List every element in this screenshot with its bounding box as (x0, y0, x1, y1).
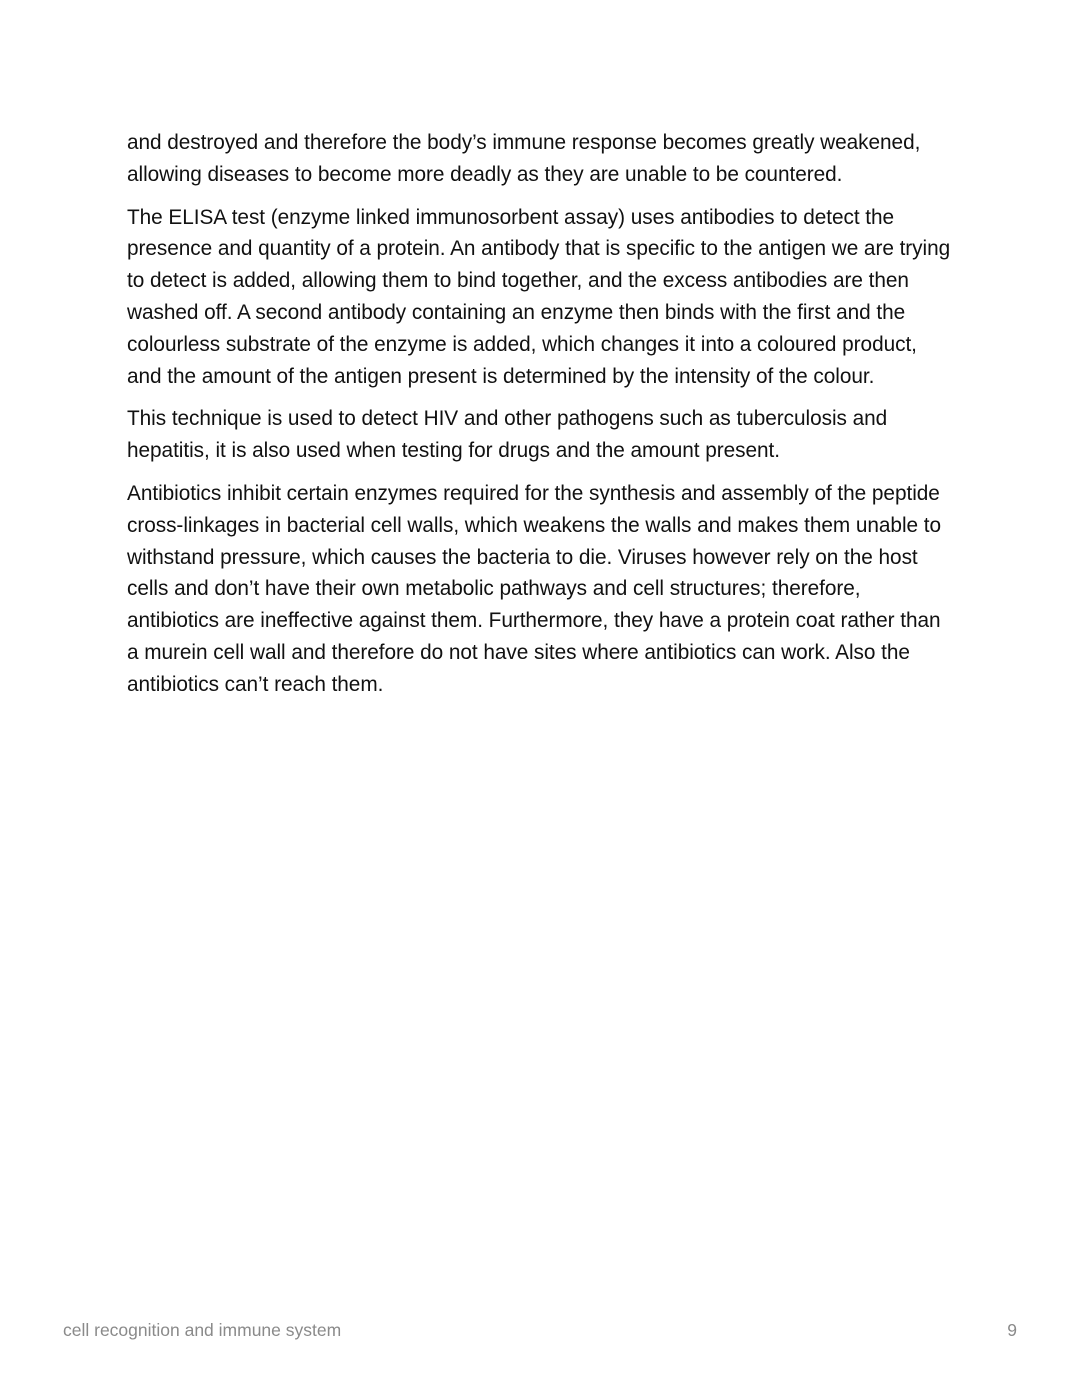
paragraph: and destroyed and therefore the body’s immune response becomes greatly weakened, allowing diseases to become more deadly as they are unable to be countered. (127, 131, 921, 186)
paragraph: This technique is used to detect HIV and other pathogens such as tuberculosis and hepatitis, it is also used when testing for drugs and the amount present. (127, 407, 888, 463)
footer-title: cell recognition and immune system (63, 1320, 342, 1340)
paragraph: Antibiotics inhibit certain enzymes required for the synthesis and assembly of the peptide cross-linkages in bacterial cell walls, which weakens the walls and makes them unable to withstand pressure, which causes the bacteria to die. Viruses however rely on the host cells and don’t have their own metabolic pathways and cell structures; therefore, antibiotics are ineffective against them. Furthermore, they have a protein coat rather than a murein cell wall and therefore do not have sites where antibiotics can work. Also the antibiotics can’t reach them. (127, 481, 942, 696)
page-number: 9 (1007, 1320, 1017, 1340)
body-text (127, 127, 953, 712)
paragraph: The ELISA test (enzyme linked immunosorbent assay) uses antibodies to detect the presence and quantity of a protein. An antibody that is specific to the antigen we are trying to detect is added, allowing them to bind together, and the excess antibodies are then washed off. A second antibody containing an enzyme then binds with the first and the colourless substrate of the enzyme is added, which changes it into a coloured product, and the amount of the antigen present is determined by the intensity of the colour. (127, 205, 951, 388)
